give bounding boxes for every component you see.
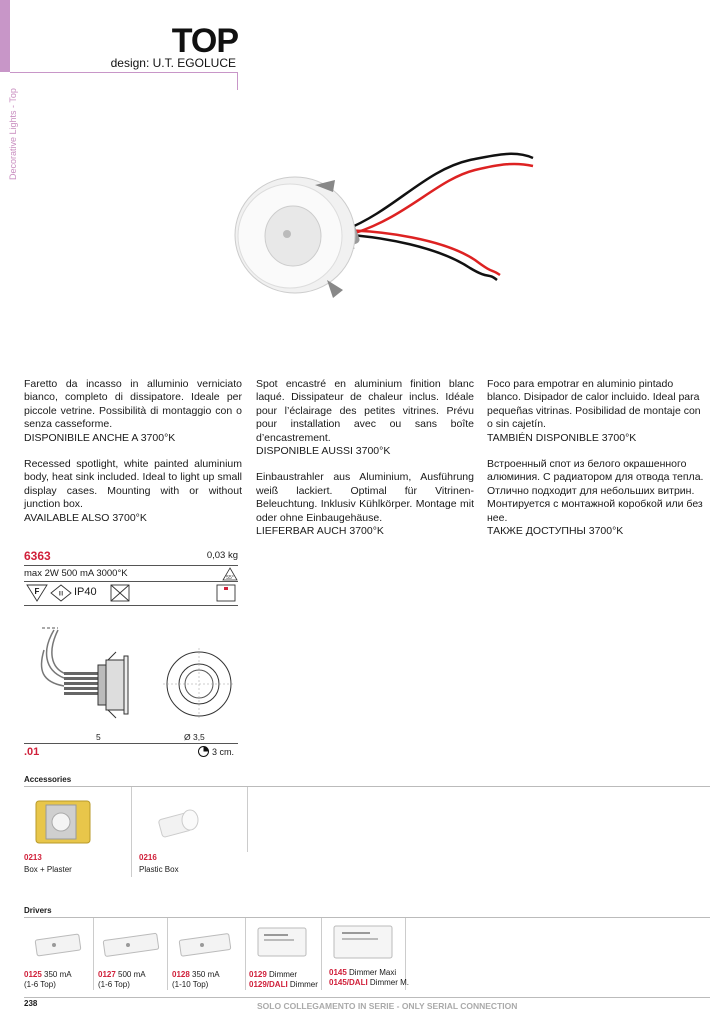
accessory-separator (131, 787, 132, 877)
dimension-diameter: Ø 3,5 (184, 732, 205, 742)
class-iii-icon (50, 584, 72, 602)
driver-note: (1-6 Top) (98, 980, 130, 989)
description-column-es-ru (487, 378, 705, 551)
driver-separator (321, 918, 322, 990)
description-column-it-en (24, 378, 242, 538)
dimension-length: 5 (96, 732, 101, 742)
drivers-heading: Drivers (24, 906, 52, 915)
driver-spec: 500 mA (118, 970, 146, 979)
footer-line (24, 997, 710, 998)
desc-ru-note: ТАКЖЕ ДОСТУПНЫ 3700°K (487, 525, 624, 538)
driver-spec: Dimmer (269, 970, 298, 979)
page-subtitle: design: U.T. EGOLUCE (110, 56, 236, 70)
desc-fr: Spot encastré en aluminium finition blanc laqué. Dissipateur de chaleur inclus. Idéale pour l’éclairage des petites vitrines. Prévu pour installation avec ou sans boîte d’encastrement. (256, 378, 474, 444)
desc-de-note: LIEFERBAR AUCH 3700°K (256, 525, 384, 538)
spec-symbols-row (24, 582, 238, 606)
title-tick (237, 72, 238, 90)
technical-drawing (24, 610, 238, 740)
side-category-label: Decorative Lights - Top (8, 88, 18, 180)
page-title: TOP (171, 22, 238, 60)
accessory-name: Box + Plaster (24, 865, 72, 874)
desc-it-note: DISPONIBILE ANCHE A 3700°K (24, 431, 176, 444)
driver-item-0125 (24, 970, 72, 990)
desc-en: Recessed spotlight, white painted aluminium body, heat sink included. Ideal to light up small display cases. Mounting with or without junction box. (24, 458, 242, 511)
footer-note: SOLO COLLEGAMENTO IN SERIE - ONLY SERIAL CONNECTION (257, 1001, 518, 1011)
accessories-line (24, 786, 710, 787)
driver-code: 0129 (249, 970, 267, 979)
f-class-icon (26, 584, 48, 602)
page-number: 238 (24, 999, 38, 1008)
driver-spec: 350 mA (44, 970, 72, 979)
driver-code: 0128 (172, 970, 190, 979)
desc-it: Faretto da incasso in alluminio verniciato bianco, completo di dissipatore. Ideale per piccole vetrine. Possibilità di montaggio con o senza casseforme. (24, 378, 242, 431)
ip-rating: IP40 (74, 586, 97, 598)
cut-out-text: 3 cm. (212, 746, 235, 757)
driver-note: (1-10 Top) (172, 980, 209, 989)
driver-code-dali: 0145/DALI (329, 978, 368, 987)
desc-es: Foco para empotrar en aluminio pintado blanco. Disipador de calor incluido. Ideal para pequeñas vitrinas. Posibilidad de montaje con o sin cajetín. (487, 378, 701, 431)
product-code: 6363 (24, 548, 51, 563)
driver-photo-0129 (250, 922, 316, 964)
drivers-line (24, 917, 710, 918)
desc-ru: Встроенный спот из белого окрашенного алюминия. С радиатором для отвода тепла. Отлично подходит для небольших витрин. Монтируется с монтажной коробкой или без нее. (487, 458, 704, 524)
accessory-code: 0216 (139, 853, 157, 862)
finish-code: .01 (24, 746, 40, 758)
product-photo (215, 140, 535, 330)
driver-separator (93, 918, 94, 990)
title-underline (10, 72, 238, 73)
side-accent-bar (0, 0, 10, 72)
spec-table (24, 546, 238, 606)
driver-separator (245, 918, 246, 990)
spec-code-row (24, 546, 238, 566)
power-spec: max 2W 500 mA 3000°K (24, 568, 128, 579)
temp-badge: 55° (226, 574, 234, 581)
driver-code: 0145 (329, 968, 347, 977)
driver-photo-0145 (328, 920, 400, 966)
driver-item-0128 (172, 970, 220, 990)
class-iii-text: III (58, 591, 64, 598)
accessory-photo-plastic-box (150, 800, 220, 854)
f-class-text: F (34, 587, 40, 596)
driver-spec: Dimmer Maxi (349, 968, 397, 977)
spec-power-row (24, 566, 238, 582)
no-cover-icon (110, 584, 130, 602)
desc-es-note: TAMBIÉN DISPONIBLE 3700°K (487, 431, 637, 444)
driver-spec-dali: Dimmer M. (369, 978, 410, 987)
driver-item-0129 (249, 970, 318, 990)
accessory-code: 0213 (24, 853, 42, 862)
driver-photo-0128 (172, 925, 238, 963)
cut-out-size (198, 746, 234, 757)
driver-code: 0127 (98, 970, 116, 979)
product-weight: 0,03 kg (206, 550, 238, 561)
desc-en-note: AVAILABLE ALSO 3700°K (24, 511, 147, 524)
accessory-photo-box-plaster (28, 795, 98, 849)
description-column-fr-de (256, 378, 474, 551)
accessories-heading: Accessories (24, 775, 72, 784)
driver-item-0127 (98, 970, 146, 990)
driver-spec: 350 mA (192, 970, 220, 979)
led-icon (216, 584, 236, 602)
dimension-row (24, 730, 238, 744)
driver-code: 0125 (24, 970, 42, 979)
driver-spec-dali: Dimmer (289, 980, 318, 989)
desc-fr-note: DISPONIBLE AUSSI 3700°K (256, 445, 391, 458)
driver-code-dali: 0129/DALI (249, 980, 288, 989)
accessory-name: Plastic Box (139, 865, 179, 874)
driver-photo-0125 (26, 925, 92, 963)
driver-photo-0127 (98, 925, 164, 963)
driver-note: (1-6 Top) (24, 980, 56, 989)
desc-de: Einbaustrahler aus Aluminium, Ausführung weiß lackiert. Optimal für Vitrinen-Beleuchtung. Inklusiv Kühlkörper. Montage mit oder ohne Einbaugehäuse. (256, 471, 474, 524)
accessory-separator (247, 787, 248, 852)
driver-item-0145 (329, 968, 409, 988)
temperature-icon (222, 567, 238, 581)
cut-out-icon (198, 746, 209, 757)
driver-separator (167, 918, 168, 990)
